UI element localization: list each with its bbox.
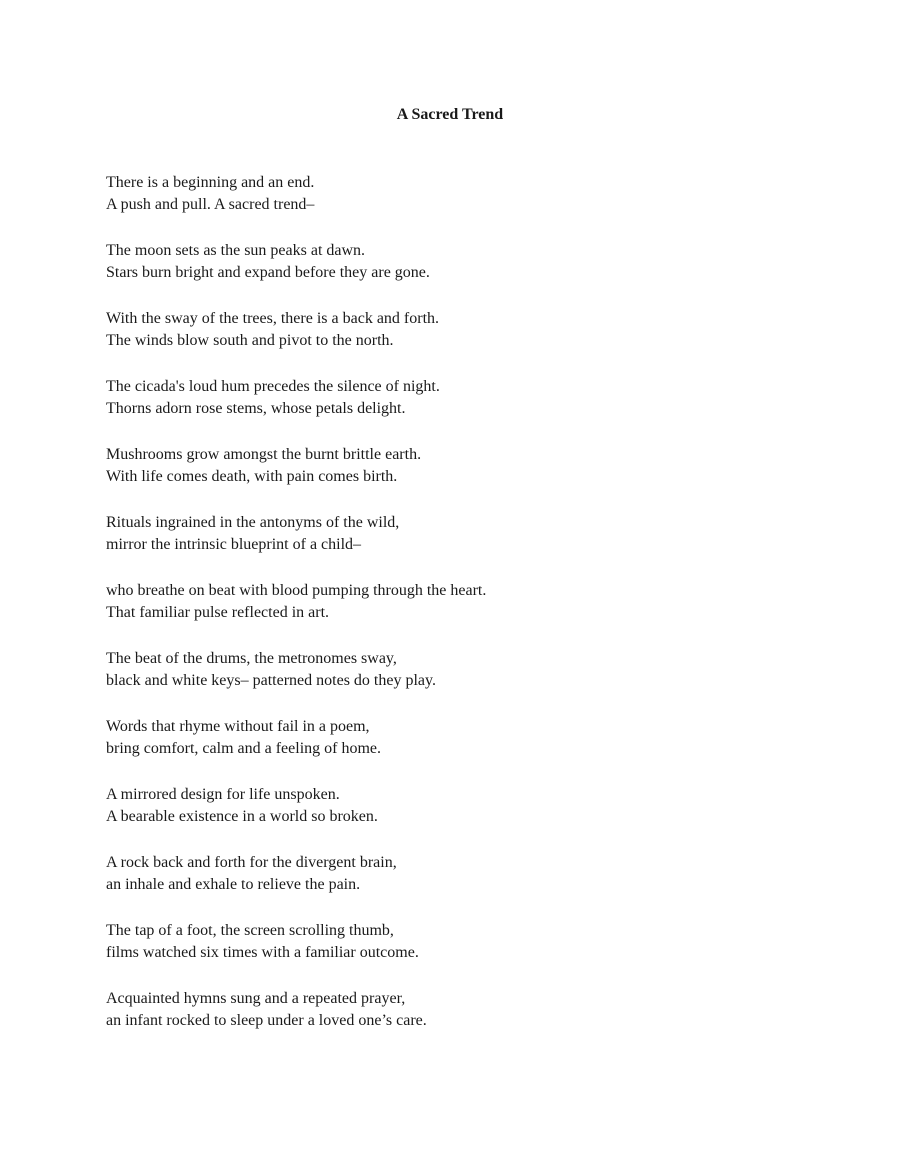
poem-line: mirror the intrinsic blueprint of a child–	[106, 536, 362, 553]
poem-line: The beat of the drums, the metronomes sway,	[106, 650, 397, 667]
poem-line: an inhale and exhale to relieve the pain.	[106, 876, 361, 893]
poem-line: Mushrooms grow amongst the burnt brittle earth.	[106, 446, 422, 463]
poem-line: A push and pull. A sacred trend–	[106, 196, 315, 213]
poem-line: an infant rocked to sleep under a loved one’s care.	[106, 1012, 427, 1029]
stanza	[106, 852, 806, 896]
stanza	[106, 444, 806, 488]
poem-line: The cicada's loud hum precedes the silence of night.	[106, 378, 440, 395]
stanza	[106, 716, 806, 760]
poem-line: Thorns adorn rose stems, whose petals delight.	[106, 400, 406, 417]
stanza	[106, 172, 806, 216]
stanza	[106, 920, 806, 964]
poem-line: A mirrored design for life unspoken.	[106, 786, 340, 803]
poem-title: A Sacred Trend	[396, 106, 504, 123]
poem-line: black and white keys– patterned notes do they play.	[106, 672, 436, 689]
stanza	[106, 240, 806, 284]
poem-line: A rock back and forth for the divergent brain,	[106, 854, 397, 871]
poem-line: Words that rhyme without fail in a poem,	[106, 718, 370, 735]
stanza	[106, 648, 806, 692]
poem-line: The tap of a foot, the screen scrolling thumb,	[106, 922, 394, 939]
stanza	[106, 512, 806, 556]
poem-line: The moon sets as the sun peaks at dawn.	[106, 242, 366, 259]
stanza	[106, 784, 806, 828]
poem-line: films watched six times with a familiar outcome.	[106, 944, 419, 961]
poem-line: bring comfort, calm and a feeling of home.	[106, 740, 382, 757]
poem-line: Acquainted hymns sung and a repeated prayer,	[106, 990, 406, 1007]
poem-body	[106, 172, 806, 1056]
stanza	[106, 376, 806, 420]
poem-line: With the sway of the trees, there is a back and forth.	[106, 310, 440, 327]
poem-line: who breathe on beat with blood pumping through the heart.	[106, 582, 487, 599]
poem-line: Rituals ingrained in the antonyms of the wild,	[106, 514, 400, 531]
poem-line: With life comes death, with pain comes birth.	[106, 468, 398, 485]
poem-line: The winds blow south and pivot to the north.	[106, 332, 394, 349]
poem-line: A bearable existence in a world so broken.	[106, 808, 378, 825]
stanza	[106, 308, 806, 352]
poem-line: There is a beginning and an end.	[106, 174, 315, 191]
poem-line: That familiar pulse reflected in art.	[106, 604, 330, 621]
stanza	[106, 580, 806, 624]
poem-line: Stars burn bright and expand before they are gone.	[106, 264, 430, 281]
stanza	[106, 988, 806, 1032]
